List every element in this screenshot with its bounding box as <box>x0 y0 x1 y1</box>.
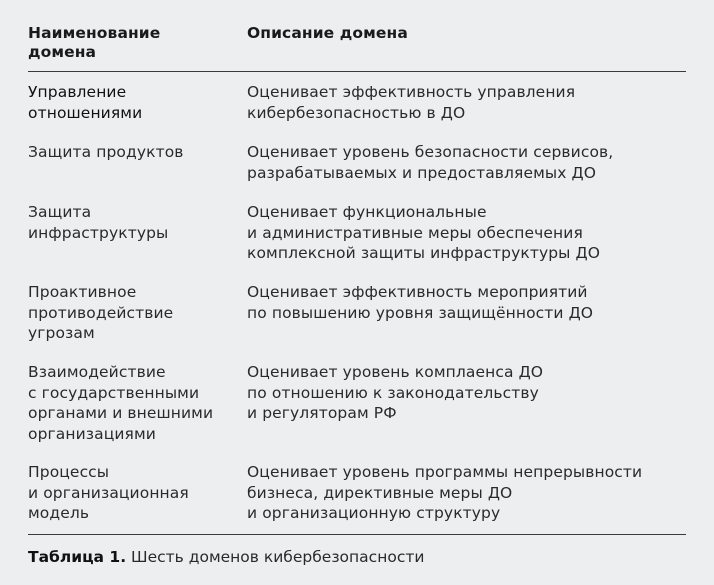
row-4-description: Оценивает эффективность мероприятий по повышению уровня защищённости ДО <box>247 283 594 322</box>
row-3-description: Оценивает функциональные и административные меры обеспечения комплексной защиты инфраструктуры ДО <box>247 203 601 262</box>
header-domain-name: Наименование домена <box>28 24 161 61</box>
row-4-name: Проактивное противодействие угрозам <box>28 283 174 342</box>
row-6-description: Оценивает уровень программы непрерывности бизнеса, директивные меры ДО и организационную структуру <box>247 463 643 522</box>
row-1-name: Управление отношениями <box>28 83 143 122</box>
caption-text: Шесть доменов кибербезопасности <box>126 548 425 566</box>
header-domain-description: Описание домена <box>247 24 408 42</box>
table-bottom-rule <box>28 534 686 535</box>
row-3-name: Защита инфраструктуры <box>28 203 169 242</box>
table-caption <box>28 547 424 567</box>
row-6-name: Процессы и организационная модель <box>28 463 189 522</box>
caption-label: Таблица 1. <box>28 548 127 566</box>
table-top-rule <box>28 71 686 72</box>
row-2-description: Оценивает уровень безопасности сервисов, разрабатываемых и предоставляемых ДО <box>247 143 614 182</box>
row-5-description: Оценивает уровень комплаенса ДО по отношению к законодательству и регуляторам РФ <box>247 363 544 422</box>
row-5-name: Взаимодействие с государственными органами и внешними организациями <box>28 363 214 443</box>
row-1-description: Оценивает эффективность управления кибербезопасностью в ДО <box>247 83 576 122</box>
row-2-name: Защита продуктов <box>28 143 184 161</box>
